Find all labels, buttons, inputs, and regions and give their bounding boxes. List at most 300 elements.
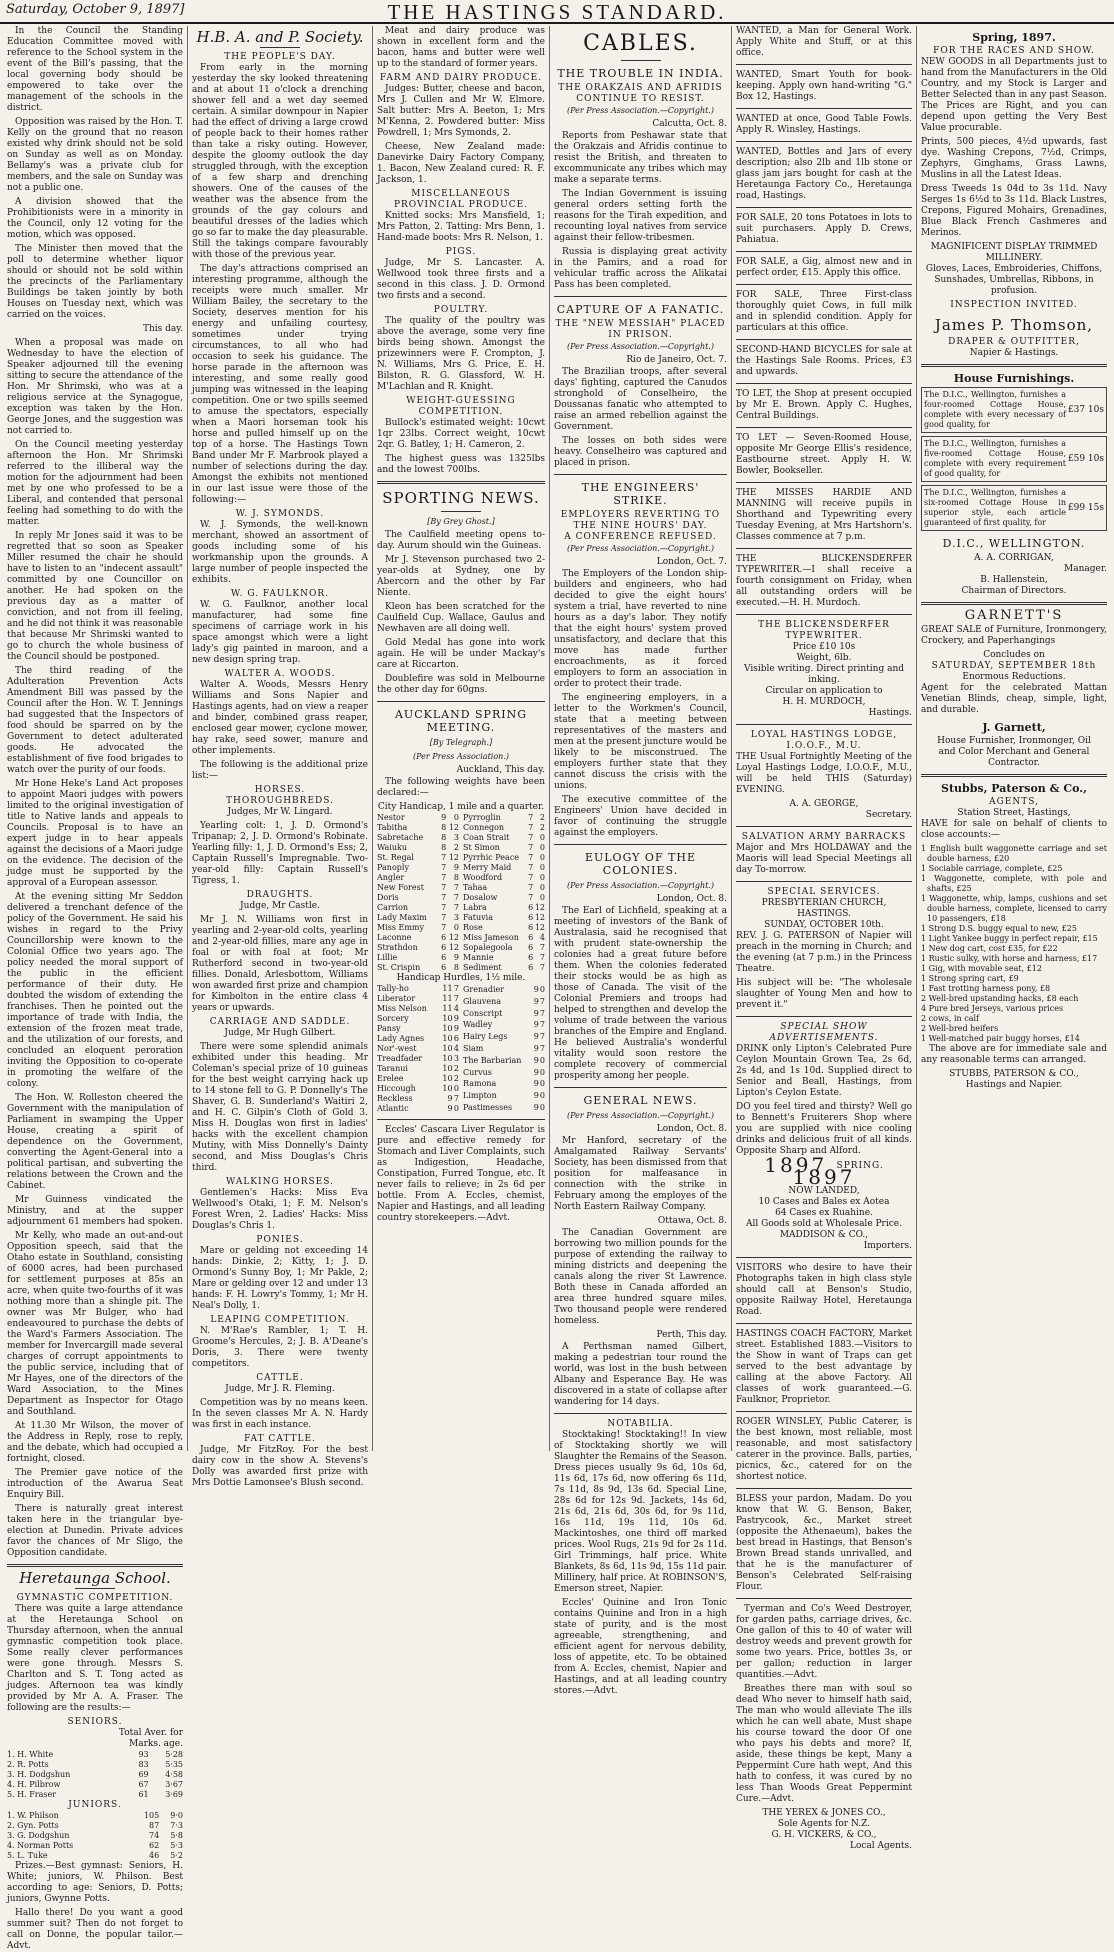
classified-ad: NEW GOODS in all Departments just to hand from the Manufacturers in the Old Country, and my Stock is Larger and Better Selected than in any past Season. The Prices are Right, and you can depend upon getting the Very Best Value procurable. xyxy=(921,57,1107,133)
section-label: WALTER A. WOODS. xyxy=(224,669,336,679)
divider xyxy=(554,296,727,297)
table-cell: 7 xyxy=(528,823,534,832)
offer-text: The D.I.C., Wellington, furnishes a six-roomed Cottage House in superior style, each article guaranteed of first quality, for xyxy=(924,488,1066,527)
table-cell: 9 xyxy=(453,1014,459,1023)
table-cell: 5·2 xyxy=(170,1851,183,1860)
table-cell: 7 xyxy=(528,893,534,902)
table-cell: 7 xyxy=(453,994,459,1003)
table-cell: Siam xyxy=(463,1043,484,1053)
ad-line: NOW LANDED, xyxy=(788,1186,860,1196)
list-item: 1 Waggonette, whip, lamps, cushions and set double harness, complete, licensed to carry 10 passengers, £18 xyxy=(921,894,1107,923)
classified-ad: WANTED, Bottles and Jars of every description; also 2lb and 1lb stone or glass jam jars bought for cash at the Heretaunga Factory Co., Heretaunga road, Hastings. xyxy=(736,147,912,201)
paragraph: Mr J. N. Williams won first in yearling and 2-year-old colts, yearling and 2-year-old fillies, mare any age in foal or with foal at foot; Mr Rutherford second in two-year-old fillies. Donald, Arlesbottom, Williams won awarded first prize and champion for Kimbolton in the entire class 4 years or upwards. xyxy=(192,915,368,1013)
table-row xyxy=(377,873,459,883)
divider xyxy=(377,481,545,484)
table-cell: Woodford xyxy=(463,873,503,882)
subheading: THE "NEW MESSIAH" PLACED IN PRISON. xyxy=(555,319,726,340)
advert: Hallo there! Do you want a good summer suit? Then do not forget to call on Donne, the popular tailor.—Advt. xyxy=(7,1908,183,1951)
table-row xyxy=(463,913,545,923)
table-cell: 12 xyxy=(448,933,459,942)
advert: Breathes there man with soul so dead Who never to himself hath said, The man who would alleviate The ills which he can well abate, Must shape his course toward the door Of one who pays his debts and more? If, aside, these things be kept, Many a Peppermint Cure hath wept, And this hath to confess, it was cured by no less Than Woods Great Peppermint Cure.—Advt. xyxy=(736,1684,912,1804)
section-label: LEAPING COMPETITION. xyxy=(210,1315,350,1325)
divider xyxy=(7,1564,183,1567)
section-label: MISCELLANEOUS PROVINCIAL PRODUCE. xyxy=(393,189,529,210)
ad-line: DRAPER & OUTFITTER, xyxy=(948,337,1080,347)
table-cell: Tabitha xyxy=(377,823,408,832)
table-cell: 0 xyxy=(539,984,545,994)
table-cell: 87 xyxy=(149,1821,160,1830)
subheading: THE ORAKZAIS AND AFRIDIS CONTINUE TO RESIST. xyxy=(558,83,723,104)
table-cell: 4·58 xyxy=(165,1770,183,1779)
table-cell: 5·35 xyxy=(165,1760,183,1769)
table-cell: 10 xyxy=(442,1084,453,1093)
table-row xyxy=(463,833,545,843)
table-cell: 0 xyxy=(539,893,545,902)
paragraph: Gentlemen's Hacks: Miss Eva Wellwood's Otaki, 1; F. M. Nelson's Forest Wren, 2. Ladies' Hacks: Miss Douglas's Chris 1. xyxy=(192,1188,368,1231)
table-cell: Tally-ho xyxy=(377,984,409,993)
divider xyxy=(736,1323,912,1324)
table-cell: Doris xyxy=(377,893,399,902)
table-cell: 0 xyxy=(539,843,545,852)
heading-eulogy: EULOGY OF THE COLONIES. xyxy=(584,851,697,877)
paragraph: There was quite a large attendance at the Heretaunga School on Thursday afternoon, when the annual gymnastic competition took place. Some really clever performances were gone through. Messrs S. Charlton and S. T. Tong acted as judges. Afternoon tea was kindly provided by Mr A. A. Fraser. The following are the results:— xyxy=(7,1604,183,1713)
table-row xyxy=(463,996,545,1008)
table-cell: 7 xyxy=(539,1020,545,1030)
table-cell: New Forest xyxy=(377,883,424,892)
classified-ad: Major and Mrs HOLDAWAY and the Maoris will lead Special Meetings all day To-morrow. xyxy=(736,843,912,875)
classified-ad: HASTINGS COACH FACTORY, Market street. Established 1883.—Visitors to the Show in want of Traps can get served to the best advantage by calling at the above Factory. All classes of work guaranteed.—G. Faulknor, Proprietor. xyxy=(736,1329,912,1405)
column-cables xyxy=(551,26,730,1696)
table-row xyxy=(377,1004,459,1014)
table-cell: Sopalegoola xyxy=(463,943,513,952)
table-row xyxy=(377,883,459,893)
classified-ad: ROGER WINSLEY, Public Caterer, is the best known, most reliable, most reasonable, and most satisfactory caterer in the province. Balls, parties, picnics, &c., catered for on the shortest notice. xyxy=(736,1417,912,1482)
table-row xyxy=(463,943,545,953)
table-cell: 6 xyxy=(528,943,534,952)
table-cell: 1. W. Philson xyxy=(7,1811,59,1820)
table-cell: 6 xyxy=(441,943,447,952)
paragraph: Prizes.—Best gymnast: Seniors, H. White; juniors, W. Philson. Best according to age: Seniors, D. Potts; juniors, Gwynne Potts. xyxy=(7,1861,183,1904)
table-cell: 6 xyxy=(528,903,534,912)
paragraph: Mr Kelly, who made an out-and-out Opposition speech, said that the Otaho estate in Southland, consisting of 6000 acres, had been purchased for settlement purposes at 85s an acre, when quite two-fourths of it was nothing more than a shingle pit. The owner was Mr Bulger, who had endeavoured to purchase the debts of the Ward's Farmers Association. The member for Invercargill made several charges of corrupt appointments to the public service, including that of Mr Hayes, one of the directors of the Ward Association, to the Mines Department as Inspector for Otago and Southland. xyxy=(7,1231,183,1417)
table-row xyxy=(463,883,545,893)
paragraph: The Indian Government is issuing general orders setting forth the reasons for the Tirah expedition, and recounting loyal natives from service against their fellow-tribesmen. xyxy=(554,189,727,243)
ad-line: Station Street, Hastings, xyxy=(957,808,1071,818)
paragraph: Yearling colt: 1, J. D. Ormond's Tripanap; 2, J. D. Ormond's Robinate. Yearling filly: 1, J. D. Ormond's Ess; 2, Captain Russell's Impregnable. Two-year-old filly: Captain Russell's Tigress, 1. xyxy=(192,821,368,886)
divider xyxy=(736,383,912,384)
table-cell: 6 xyxy=(528,953,534,962)
table-cell: 9 xyxy=(533,1020,539,1030)
table-row xyxy=(377,913,459,923)
paragraph: From early in the morning yesterday the sky looked threatening and at about 11 o'clock a drenching shower fell and a wet day seemed certain. A similar downpour in Napier had the effect of driving a large crowd of people back to their homes rather than take a risky outing. However, despite the gloomy outlook the day struggled through, with the exception of a few sharp and drenching showers. One of the causes of the weather was the absence from the grounds of the gay colours and beautiful dresses of the ladies which go so far to make the day pleasurable. Still the takings compare favourably with those of the previous year. xyxy=(192,63,368,260)
column-rule xyxy=(372,26,373,1451)
list-item: 1 Well-matched pair buggy horses, £14 xyxy=(921,1034,1080,1043)
list-item: 2 Well-bred heifers xyxy=(921,1024,999,1033)
column-rule xyxy=(549,26,550,1451)
table-cell: 7 xyxy=(539,953,545,962)
table-header: Total Aver. for xyxy=(118,1728,183,1738)
table-label: SENIORS. xyxy=(67,1717,123,1727)
table-cell: 10 xyxy=(442,1054,453,1063)
table-cell: Conscript xyxy=(463,1008,503,1018)
offer-text: The D.I.C., Wellington, furnishes a five-roomed Cottage House, complete with every requirement of good quality, for xyxy=(924,439,1066,478)
column-drapery xyxy=(918,26,1110,1451)
divider xyxy=(554,1087,727,1088)
table-row xyxy=(377,863,459,873)
paragraph: W. G. Faulknor, another local manufacturer, had some fine specimens of carriage work in his space amongst which were a light lady's gig painted in maroon, and a new design spring trap. xyxy=(192,600,368,665)
classified-ad: DRINK only Lipton's Celebrated Pure Ceylon Mountain Grown Tea, 2s 6d, 2s 4d, and 1s 10d. Supplied direct to Senior and Beall, Hastings, from Lipton's Ceylon Estate. xyxy=(736,1044,912,1098)
divider xyxy=(554,844,727,845)
paragraph: The Employers of the London ship-builders and engineers, who had decided to give the eight hours' system a trial, have reverted to nine hours as a day's labor. They notify that the eight hours' system proved unsatisfactory, and declare that this move has made further encroachments, as it forced employers to form an association in order to protect their trade. xyxy=(554,569,727,689)
table-cell: 0 xyxy=(539,863,545,872)
table-row xyxy=(377,923,459,933)
table-cell: 7 xyxy=(539,943,545,952)
table-cell: 7 xyxy=(453,1094,459,1103)
issue-date: Saturday, October 9, 1897] xyxy=(6,2,185,17)
ad-line: 64 Cases ex Ruahine. xyxy=(775,1208,873,1218)
classified-ad: Dress Tweeds 1s 04d to 3s 11d. Navy Serges 1s 6½d to 3s 11d. Black Lustres, Crepons, Figured Mohairs, Grenadines, Blue Black French Cashmeres and Merinos. xyxy=(921,184,1107,238)
table-row xyxy=(463,1043,545,1055)
divider xyxy=(921,774,1107,777)
table-cell: 0 xyxy=(539,853,545,862)
table-row xyxy=(463,953,545,963)
list-item: 1 English built waggonette carriage and set double harness, £20 xyxy=(921,844,1107,863)
table-cell: Pansy xyxy=(377,1024,401,1033)
table-cell: 11 xyxy=(442,984,453,993)
table-row xyxy=(463,933,545,943)
table-row xyxy=(463,1008,545,1020)
divider xyxy=(621,60,661,61)
table-cell: 7 xyxy=(539,1032,545,1042)
section-label: THOROUGHBREDS. xyxy=(226,796,334,806)
table-cell: Erelee xyxy=(377,1074,404,1083)
table-cell: 61 xyxy=(138,1790,149,1799)
section-label: HORSES. xyxy=(254,785,306,795)
table-cell: Sabretache xyxy=(377,833,424,842)
judge-line: Judge, Mr Castle. xyxy=(240,901,320,911)
table-row xyxy=(7,1790,183,1800)
list-item: 4 Pure bred Jerseys, various prices xyxy=(921,1004,1064,1013)
table-cell: 10 xyxy=(442,1044,453,1053)
paragraph: Judge, Mr FitzRoy. For the best dairy cow in the show A. Stevens's Dolly was awarded first prize with Mrs Dottie Lamonsee's Blush second. xyxy=(192,1445,368,1488)
table-cell: Grenadier xyxy=(463,984,505,994)
table-cell: 3·67 xyxy=(165,1780,183,1789)
paragraph: In reply Mr Jones said it was to be regretted that so soon as Speaker Miller resumed the chair he should have to listen to an "indecent assault" committed by one Councillor on another. He had spoken on the previous day as a matter of conviction, and not from ill feeling, and he did not think it was reasonable that because Mr Shrimski wanted to go to church the whole business of the Council should be postponed. xyxy=(7,531,183,662)
table-cell: 3·69 xyxy=(165,1790,183,1799)
table-cell: 4 xyxy=(453,1004,459,1013)
judge-line: Judge, Mr Hugh Gilbert. xyxy=(224,1028,336,1038)
table-cell: Reckless xyxy=(377,1094,413,1103)
table-cell: 8 xyxy=(453,873,459,882)
table-row xyxy=(377,903,459,913)
classified-ad: FOR SALE, a Gig, almost new and in perfect order, £15. Apply this office. xyxy=(736,257,912,278)
table-cell: Labra xyxy=(463,903,487,912)
divider xyxy=(736,108,912,109)
section-label: CARRIAGE AND SADDLE. xyxy=(209,1017,351,1027)
table-row xyxy=(7,1770,183,1780)
table-cell: 7 xyxy=(441,903,447,912)
table-cell: 0 xyxy=(539,1067,545,1077)
table-row xyxy=(377,963,459,973)
ad-heading: THE BLICKENSDERFER TYPEWRITER. xyxy=(758,620,890,641)
table-cell: 12 xyxy=(534,903,545,912)
paragraph: Russia is displaying great activity in the Pamirs, and a road for vehicular traffic across the Alikatai Pass has been completed. xyxy=(554,247,727,290)
table-row xyxy=(377,984,459,994)
table-cell: Angler xyxy=(377,873,405,882)
divider xyxy=(736,724,912,725)
ad-line: Weight, 6lb. xyxy=(796,653,852,663)
table-cell: 10 xyxy=(442,1034,453,1043)
classified-ad: THE BLICKENSDERFER TYPEWRITER.—I shall receive a fourth consignment on Friday, when all outstanding orders will be executed.—H. H. Murdoch. xyxy=(736,554,912,608)
paragraph: Bullock's estimated weight: 10cwt 1qr 23lbs. Correct weight, 10cwt 2qr. G. Batley, 1; H. Cameron, 2. xyxy=(377,418,545,450)
paragraph: There were some splendid animals exhibited under this heading. Mr Coleman's special prize of 10 guineas for the best weight carrying hack up to 14 stone fell to G. P. Donnelly's The Shaver, G. B. Sunderland's Waitiri 2, and H. C. Gilpin's Cloth of Gold 3. Miss H. Douglas won first in ladies' hacks with the excellent champion Mutiny, with Miss Donnelly's Dainty second, and Miss Douglas's Chris third. xyxy=(192,1042,368,1173)
weights-table xyxy=(377,984,459,1114)
table-cell: 2. R. Potts xyxy=(7,1760,49,1769)
heading-house-furnishings: House Furnishings. xyxy=(953,372,1075,385)
divider xyxy=(736,64,912,65)
table-cell: 0 xyxy=(539,1091,545,1101)
divider xyxy=(75,1588,115,1589)
ad-line: Importers. xyxy=(863,1241,912,1251)
table-cell: 5·8 xyxy=(170,1831,183,1840)
divider xyxy=(921,602,1107,605)
ad-signature: A. A. GEORGE, xyxy=(789,799,859,809)
byline: [By Grey Ghost.] xyxy=(427,517,495,526)
sale-items xyxy=(921,844,1107,1044)
table-cell: 7 xyxy=(441,883,447,892)
classified-ad: HAVE for sale on behalf of clients to close accounts:— xyxy=(921,819,1107,840)
table-cell: Pastimesses xyxy=(463,1103,513,1113)
table-cell: 8 xyxy=(441,823,447,832)
table-row xyxy=(377,933,459,943)
year-right: 1897 xyxy=(792,1165,856,1189)
list-item: 1 Rustic sulky, with horse and harness, £17 xyxy=(921,954,1098,963)
ad-line: and Color Merchant and General xyxy=(938,747,1090,757)
table-cell: 4. Norman Potts xyxy=(7,1841,74,1850)
table-cell: Treadfader xyxy=(377,1054,423,1063)
list-item: 2 cows, in calf xyxy=(921,1014,979,1023)
table-cell: Carrion xyxy=(377,903,409,912)
table-cell: 5·3 xyxy=(170,1841,183,1850)
heading-school: Heretaunga School. xyxy=(19,1569,171,1587)
divider xyxy=(736,141,912,142)
ad-signature: STUBBS, PATERSON & CO., xyxy=(949,1069,1079,1079)
table-cell: 7 xyxy=(453,903,459,912)
table-row xyxy=(377,1104,459,1114)
offer-price: £99 15s xyxy=(1067,503,1104,513)
table-cell: 93 xyxy=(138,1750,149,1759)
table-cell: 2 xyxy=(453,843,459,852)
table-cell: Coan Strait xyxy=(463,833,510,842)
table-cell: St Simon xyxy=(463,843,500,852)
paragraph: The following weights have been declared:— xyxy=(377,777,545,798)
table-cell: Nestor xyxy=(377,813,405,822)
table-cell: 12 xyxy=(448,823,459,832)
table-row xyxy=(463,1055,545,1067)
table-cell: 12 xyxy=(534,913,545,922)
paragraph: N. M'Rae's Rambler, 1; T. H. Groome's Hercules, 2; J. B. A'Deane's Doris, 3. There were twenty competitors. xyxy=(192,1326,368,1369)
dateline: This day. xyxy=(142,324,183,334)
subheading: EMPLOYERS REVERTING TO THE NINE HOURS' DAY. xyxy=(560,510,721,531)
table-cell: 7 xyxy=(539,1008,545,1018)
ad-line: Circular on application to xyxy=(765,686,883,696)
heading-society: H.B. A. and P. Society. xyxy=(196,28,364,46)
table-cell: Merry Maid xyxy=(463,863,512,872)
section-label: NOTABILIA. xyxy=(607,1419,674,1429)
divider xyxy=(736,881,912,882)
list-item: 1 Light Yankee buggy in perfect repair, £15 xyxy=(921,934,1098,943)
paragraph: The highest guess was 1325lbs and the lowest 700lbs. xyxy=(377,454,545,475)
classified-ad: REV. J. G. PATERSON of Napier will preach in the morning in Church; and the evening (at 7 p.m.) in the Princess Theatre. xyxy=(736,931,912,974)
classified-ad: THE Usual Fortnightly Meeting of the Loyal Hastings Lodge, I.O.O.F., M.U., will be held THIS (Saturday) EVENING. xyxy=(736,752,912,795)
table-cell: 3. G. Dodgshun xyxy=(7,1831,70,1840)
byline: (Per Press Association.—Copyright.) xyxy=(567,342,714,351)
ad-signature: G. H. VICKERS, & CO., xyxy=(771,1830,877,1840)
table-cell: Miss Nelson xyxy=(377,1004,427,1013)
table-cell: 9 xyxy=(453,953,459,962)
judge-line: Judge, Mr J. R. Fleming. xyxy=(225,1384,335,1394)
heading-fanatic: CAPTURE OF A FANATIC. xyxy=(556,303,725,316)
byline: (Per Press Association.—Copyright.) xyxy=(567,106,714,115)
ad-signature: MADDISON & CO., xyxy=(779,1230,869,1240)
table-row xyxy=(377,813,459,823)
table-cell: 10 xyxy=(442,1074,453,1083)
list-item: 1 Strong spring cart, £9 xyxy=(921,974,1019,983)
seniors-table xyxy=(7,1750,183,1800)
table-row xyxy=(463,843,545,853)
table-row xyxy=(7,1780,183,1790)
table-cell: 9 xyxy=(533,1032,539,1042)
table-cell: 11 xyxy=(442,1004,453,1013)
paragraph: A Perthsman named Gilbert, making a pedestrian tour round the world, was lost in the bush between Albany and Esperance Bay. He was discovered in a state of collapse after wandering for 14 days. xyxy=(554,1342,727,1407)
table-row xyxy=(377,1074,459,1084)
table-row xyxy=(463,893,545,903)
byline: (Per Press Association.—Copyright.) xyxy=(567,1111,714,1120)
ad-heading: LOYAL HASTINGS LODGE, I.O.O.F., M.U. xyxy=(750,730,898,751)
ad-line: Concludes on xyxy=(983,650,1045,660)
table-cell: Dosalow xyxy=(463,893,498,902)
byline: (Per Press Association.—Copyright.) xyxy=(567,881,714,890)
table-row xyxy=(463,873,545,883)
table-cell: 7 xyxy=(539,1043,545,1053)
table-row xyxy=(463,1019,545,1031)
list-item: 1 Gig, with movable seat, £12 xyxy=(921,964,1042,973)
divider xyxy=(736,548,912,549)
paragraph: The day's attractions comprised an interesting programme, although the receipts were much smaller. Mr William Bailey, the secretary to the Society, deserves mention for his energy and unfailing courtesy, sometimes under trying circumstances, to all who had occasion to seek his guidance. The horse parade in the afternoon was interesting, and some really good jumping was witnessed in the leaping competition. One or two spills seemed to amuse the spectators, especially when a Maori horseman took his horse and pulled himself up on the top of a horse. The Hastings Town Band under Mr F. Marbrook played a number of selections during the day. Amongst the exhibits not mentioned in our last issue were those of the following:— xyxy=(192,264,368,505)
table-cell: 62 xyxy=(149,1841,160,1850)
table-cell: 9 xyxy=(533,1008,539,1018)
table-cell: 46 xyxy=(149,1851,160,1860)
classified-ad: Gloves, Laces, Embroideries, Chiffons, Sunshades, Umbrellas, Ribbons, in profusion. xyxy=(925,264,1103,296)
table-cell: 9 xyxy=(447,1104,453,1113)
heading-auckland: AUCKLAND SPRING MEETING. xyxy=(394,708,527,734)
section-label: W. J. SYMONDS. xyxy=(235,509,325,519)
table-cell: St. Crispin xyxy=(377,963,421,972)
ad-heading: SPECIAL SERVICES. xyxy=(767,887,881,897)
table-cell: 9 xyxy=(533,1103,539,1113)
table-row xyxy=(463,813,545,823)
heading-engineers: THE ENGINEERS' STRIKE. xyxy=(581,481,700,507)
table-cell: 8 xyxy=(441,843,447,852)
paragraph: The third reading of the Adulteration Prevention Acts Amendment Bill was passed by the Council after the Hon. W. T. Jennings had suggested that the Inspectors of food should be sparred on by the Government to detect adulterated goods. He advocated the establishment of five food brigades to watch over the purity of our foods. xyxy=(7,666,183,775)
divider xyxy=(736,1016,912,1017)
column-produce-sport xyxy=(374,26,548,1451)
divider xyxy=(736,427,912,428)
table-cell: 8 xyxy=(453,963,459,972)
table-cell: 7 xyxy=(528,883,534,892)
table-row xyxy=(7,1831,183,1841)
table-row xyxy=(7,1841,183,1851)
table-cell: 0 xyxy=(453,1104,459,1113)
table-row xyxy=(377,994,459,1004)
table-cell: Mannie xyxy=(463,953,494,962)
table-cell: 6 xyxy=(441,963,447,972)
table-cell: 9 xyxy=(533,984,539,994)
table-cell: 0 xyxy=(539,1103,545,1113)
table-cell: 7 xyxy=(528,873,534,882)
table-cell: 6 xyxy=(528,923,534,932)
weights-table xyxy=(377,813,459,973)
table-cell: Pyrroglin xyxy=(463,813,501,822)
paragraph: The Brazilian troops, after several days' fighting, captured the Canudos stronghold of Conselheiro, the Doussanas fanatic who attempted to raise an armed rebellion against the Government. xyxy=(554,367,727,432)
table-row xyxy=(377,893,459,903)
byline: [By Telegraph.] xyxy=(429,738,493,747)
table-cell: 9 xyxy=(533,1067,539,1077)
classified-ad: BLESS your pardon, Madam. Do you know that W. G. Benson, Baker, Pastrycook, &c., Market street (opposite the Athenaeum), bakes the best bread in Hastings, that Benson's Brown Bread stands unrivalled, and that he is the manufacturer of Benson's Celebrated Self-raising Flour. xyxy=(736,1494,912,1592)
section-label: DRAUGHTS. xyxy=(246,890,314,900)
list-item: 1 Strong D.S. buggy equal to new, £25 xyxy=(921,924,1077,933)
table-row xyxy=(7,1851,183,1861)
table-row xyxy=(377,943,459,953)
heading-spring: Spring, 1897. xyxy=(972,31,1056,44)
column-parliament xyxy=(4,26,186,1951)
table-row xyxy=(377,1094,459,1104)
table-cell: 7 xyxy=(441,853,447,862)
table-cell: 4. H. Pilbrow xyxy=(7,1780,61,1789)
heading-general-news: GENERAL NEWS. xyxy=(583,1094,698,1107)
paragraph: There is naturally great interest taken here in the triangular bye-election at Dunedin. Private advices favor the chances of Mr Sligo, the Opposition candidate. xyxy=(7,1504,183,1558)
table-cell: 11 xyxy=(442,994,453,1003)
paragraph: The following is the additional prize list:— xyxy=(192,760,368,781)
divider xyxy=(736,251,912,252)
table-cell: 83 xyxy=(138,1760,149,1769)
table-cell: Pyrrhic Peace xyxy=(463,853,520,862)
divider xyxy=(736,207,912,208)
table-cell: 7 xyxy=(539,963,545,972)
table-row xyxy=(377,833,459,843)
table-cell: 12 xyxy=(448,943,459,952)
section-label: POULTRY. xyxy=(433,305,489,315)
paragraph: Reports from Peshawar state that the Orakzais and Afridis continue to resist the British, and threaten to excommunicate any tribes which may make a separate terms. xyxy=(554,131,727,185)
table-row xyxy=(377,843,459,853)
table-row xyxy=(377,1054,459,1064)
classified-ad: FOR SALE, 20 tons Potatoes in lots to suit purchasers. Apply D. Crews, Pahiatua. xyxy=(736,213,912,245)
table-row xyxy=(7,1750,183,1760)
table-cell: 0 xyxy=(539,1055,545,1065)
ad-line: Price £10 10s xyxy=(792,642,856,652)
judge-line: Judges, Mr W. Lingard. xyxy=(227,807,333,817)
divider xyxy=(736,1598,912,1599)
race-title: City Handicap, 1 mile and a quarter. xyxy=(377,802,545,812)
table-cell: Curvus xyxy=(463,1067,492,1077)
column-rule xyxy=(187,26,188,1451)
table-cell: 7 xyxy=(528,833,534,842)
table-cell: Hiccough xyxy=(377,1084,416,1093)
table-row xyxy=(377,1044,459,1054)
table-cell: 105 xyxy=(143,1811,160,1820)
subheading: GYMNASTIC COMPETITION. xyxy=(16,1593,174,1603)
table-cell: St. Regal xyxy=(377,853,414,862)
